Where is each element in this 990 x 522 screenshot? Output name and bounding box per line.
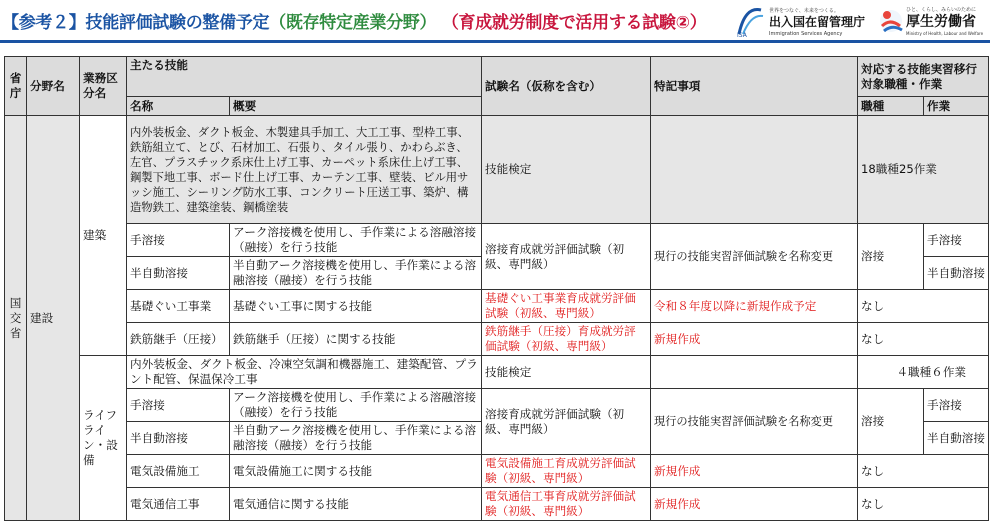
cell-name: 基礎ぐい工事業	[127, 290, 230, 323]
cell-exam: 溶接育成就労評価試験（初級、専門級）	[482, 224, 651, 290]
mhlw-emblem-icon	[880, 10, 902, 32]
mhlw-tagline: ひと、くらし、みらいのために	[906, 7, 977, 13]
header-name: 名称	[127, 97, 230, 116]
table-row	[5, 455, 989, 488]
cell-name: 半自動溶接	[127, 257, 230, 290]
cell-overview: アーク溶接機を使用し、手作業による溶融溶接（融接）を行う技能	[230, 224, 482, 257]
mhlw-name: 厚生労働省	[906, 14, 976, 30]
isa-name: 出入国在留管理庁	[769, 15, 865, 29]
cell-transition: なし	[858, 488, 989, 521]
page-title	[0, 8, 706, 33]
table-row	[5, 389, 989, 422]
cell-work: 手溶接	[924, 224, 989, 257]
cell-work: 手溶接	[924, 389, 989, 422]
isa-logo	[735, 4, 865, 38]
cell-overview: 半自動アーク溶接機を使用し、手作業による溶融溶接（融接）を行う技能	[230, 422, 482, 455]
cell-name: 電気通信工事	[127, 488, 230, 521]
cell-occupation: 溶接	[858, 389, 924, 455]
cell-notes	[651, 356, 858, 389]
table-row	[5, 488, 989, 521]
cell-division-lifeline: ライフライン・設備	[80, 356, 127, 521]
cell-notes: 新規作成	[651, 323, 858, 356]
header-division: 業務区分名	[80, 57, 127, 116]
table-row	[5, 290, 989, 323]
cell-skills-list: 内外装板金、ダクト板金、木製建具手加工、大工工事、型枠工事、鉄筋組立て、とび、石材加工、石張り、タイル張り、かわらぶき、左官、プラスチック系床仕上げ工事、カーペット系床仕上げ工事、鋼製下地工事、ボード仕上げ工事、カーテン工事、壁装、ビル用サッシ施工、シーリング防水工事、コンクリート圧送工事、築炉、構造物鉄工、建築塗装、鋼橋塗装	[127, 116, 482, 224]
table-row	[5, 356, 989, 389]
cell-name: 半自動溶接	[127, 422, 230, 455]
cell-notes: 新規作成	[651, 488, 858, 521]
cell-notes: 新規作成	[651, 455, 858, 488]
cell-name: 手溶接	[127, 389, 230, 422]
cell-overview: 半自動アーク溶接機を使用し、手作業による溶融溶接（融接）を行う技能	[230, 257, 482, 290]
table-row	[5, 224, 989, 257]
cell-field: 建設	[27, 116, 80, 521]
header-exam: 試験名（仮称を含む）	[482, 57, 651, 116]
isa-mark: ISA	[737, 32, 747, 38]
mhlw-logo	[878, 4, 988, 38]
cell-skills-list: 内外装板金、ダクト板金、冷凍空気調和機器施工、建築配管、プラント配管、保温保冷工事	[127, 356, 482, 389]
cell-notes: 令和８年度以降に新規作成予定	[651, 290, 858, 323]
title-main: 【参考２】技能評価試験の整備予定	[2, 12, 270, 33]
cell-ministry: 国交省	[5, 116, 27, 521]
isa-english: Immigration Services Agency	[769, 31, 843, 37]
cell-notes: 現行の技能実習評価試験を名称変更	[651, 389, 858, 455]
isa-tagline: 世界をつなぐ、未来をつくる。	[769, 8, 839, 14]
header-notes: 特記事項	[651, 57, 858, 116]
cell-exam: 技能検定	[482, 116, 651, 224]
cell-notes	[651, 116, 858, 224]
header-overview: 概要	[230, 97, 482, 116]
cell-transition: 18職種25作業	[858, 116, 989, 224]
cell-transition: ４職種６作業	[858, 356, 989, 389]
cell-division-kenchiku: 建築	[80, 116, 127, 356]
header-main-skills: 主たる技能	[127, 57, 482, 97]
exam-table	[4, 56, 989, 521]
cell-name: 鉄筋継手（圧接）	[127, 323, 230, 356]
cell-name: 電気設備施工	[127, 455, 230, 488]
cell-exam: 溶接育成就労評価試験（初級、専門級）	[482, 389, 651, 455]
header-row-1	[5, 57, 989, 97]
cell-overview: 電気通信に関する技能	[230, 488, 482, 521]
mhlw-english: Ministry of Health, Labour and Welfare	[906, 31, 984, 36]
header-work: 作業	[924, 97, 989, 116]
cell-exam: 電気通信工事育成就労評価試験（初級、専門級）	[482, 488, 651, 521]
cell-exam: 電気設備施工育成就労評価試験（初級、専門級）	[482, 455, 651, 488]
title-note: （育成就労制度で活用する試験②）	[441, 12, 707, 33]
cell-name: 手溶接	[127, 224, 230, 257]
cell-transition: なし	[858, 455, 989, 488]
header-ministry: 省庁	[5, 57, 27, 116]
header-occupation: 職種	[858, 97, 924, 116]
table-row	[5, 323, 989, 356]
title-divider	[0, 40, 990, 43]
table-row	[5, 116, 989, 224]
cell-work: 半自動溶接	[924, 257, 989, 290]
header-transition: 対応する技能実習移行対象職種・作業	[858, 57, 989, 97]
cell-overview: 電気設備施工に関する技能	[230, 455, 482, 488]
exam-table-wrapper	[4, 56, 988, 521]
cell-overview: アーク溶接機を使用し、手作業による溶融溶接（融接）を行う技能	[230, 389, 482, 422]
cell-notes: 現行の技能実習評価試験を名称変更	[651, 224, 858, 290]
cell-transition: なし	[858, 290, 989, 323]
cell-overview: 基礎ぐい工事に関する技能	[230, 290, 482, 323]
cell-occupation: 溶接	[858, 224, 924, 290]
title-sector: （既存特定産業分野）	[269, 12, 437, 33]
cell-exam: 技能検定	[482, 356, 651, 389]
cell-overview: 鉄筋継手（圧接）に関する技能	[230, 323, 482, 356]
cell-exam: 基礎ぐい工事業育成就労評価試験（初級、専門級）	[482, 290, 651, 323]
cell-exam: 鉄筋継手（圧接）育成就労評価試験（初級、専門級）	[482, 323, 651, 356]
cell-work: 半自動溶接	[924, 422, 989, 455]
cell-transition: なし	[858, 323, 989, 356]
header-field: 分野名	[27, 57, 80, 116]
